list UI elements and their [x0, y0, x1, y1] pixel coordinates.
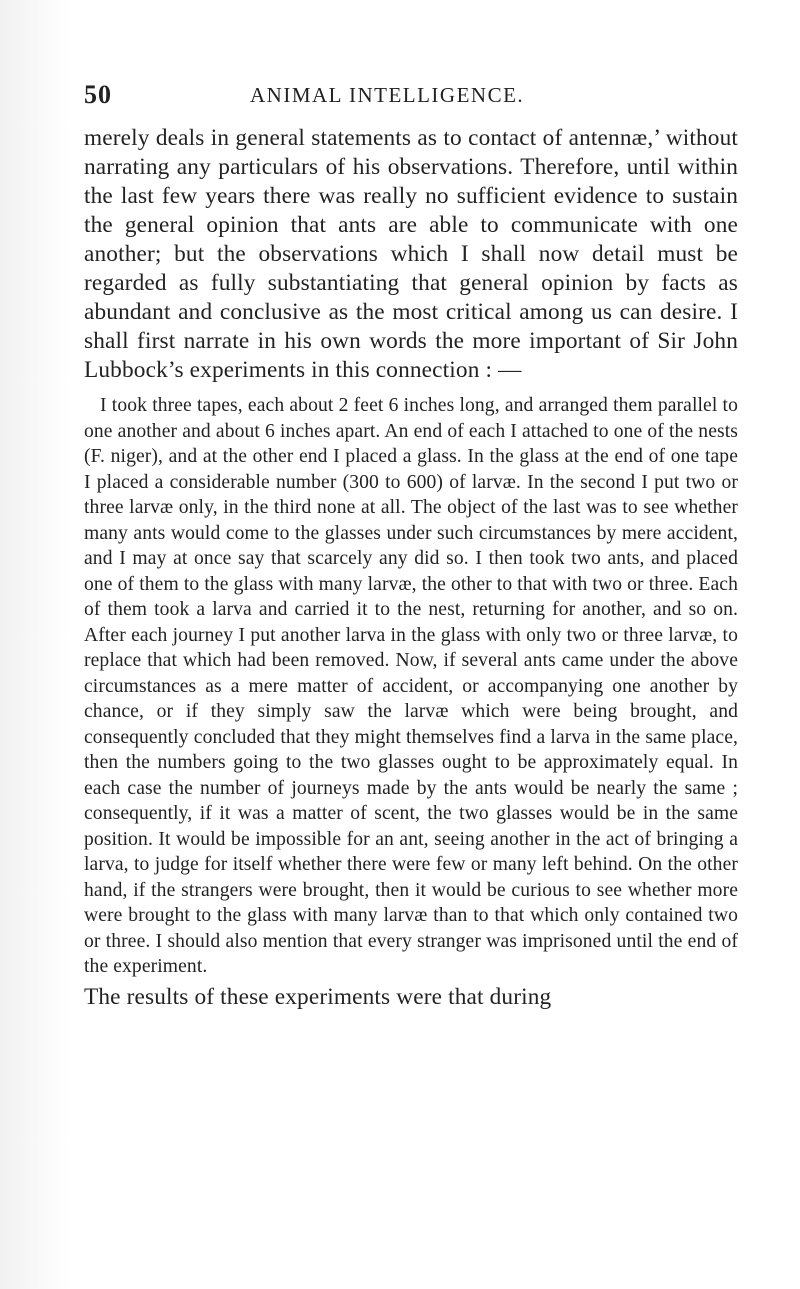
closing-line: The results of these experiments were that during [84, 983, 552, 1010]
quoted-experiment-paragraph: I took three tapes, each about 2 feet 6 inches long, and arranged them parallel to one another and about 6 inches apart. An end of each I attached to one of the nests (F. niger), and at the other end I placed a glass. In the glass at the end of one tape I placed a considerable number (300 to 600) of larvæ. In the second I put two or three larvæ only, in the third none at all. The object of the last was to see whether many ants would come to the glasses under such circumstances by mere accident, and I may at once say that scarcely any did so. I then took two ants, and placed one of them to the glass with many larvæ, the other to that with two or three. Each of them took a larva and carried it to the nest, returning for another, and so on. After each journey I put another larva in the glass with only two or three larvæ, to replace that which had been removed. Now, if several ants came under the above circumstances as a mere matter of accident, or accompanying one another by chance, or if they simply saw the larvæ which were being brought, and consequently concluded that they might themselves find a larva in the same place, then the numbers going to the two glasses ought to be approximately equal. In each case the number of journeys made by the ants would be nearly the same ; consequently, if it was a matter of scent, the two glasses would be in the same position. It would be impossible for an ant, seeing another in the act of bringing a larva, to judge for itself whether there were few or many left behind. On the other hand, if the strangers were brought, then it would be curious to see whether more were brought to the glass with many larvæ than to that which only contained two or three. I should also mention that every stranger was imprisoned until the end of the experiment. [84, 395, 738, 977]
running-title: ANIMAL INTELLIGENCE. [250, 83, 525, 107]
intro-paragraph: merely deals in general statements as to contact of antennæ,’ without narrating any particulars of his observations. Therefore, until within the last few years there was really no sufficient evidence to sustain the general opinion that ants are able to communicate with one another; but the observations which I shall now detail must be regarded as fully substantiating that general opinion by facts as abundant and conclusive as the most critical among us can desire. I shall first narrate in his own words the more important of Sir John Lubbock’s experiments in this connection : — [84, 125, 738, 383]
running-head [84, 80, 724, 110]
body-text [84, 124, 738, 1012]
page-number: 50 [84, 80, 112, 109]
binding-shadow [0, 0, 70, 1289]
